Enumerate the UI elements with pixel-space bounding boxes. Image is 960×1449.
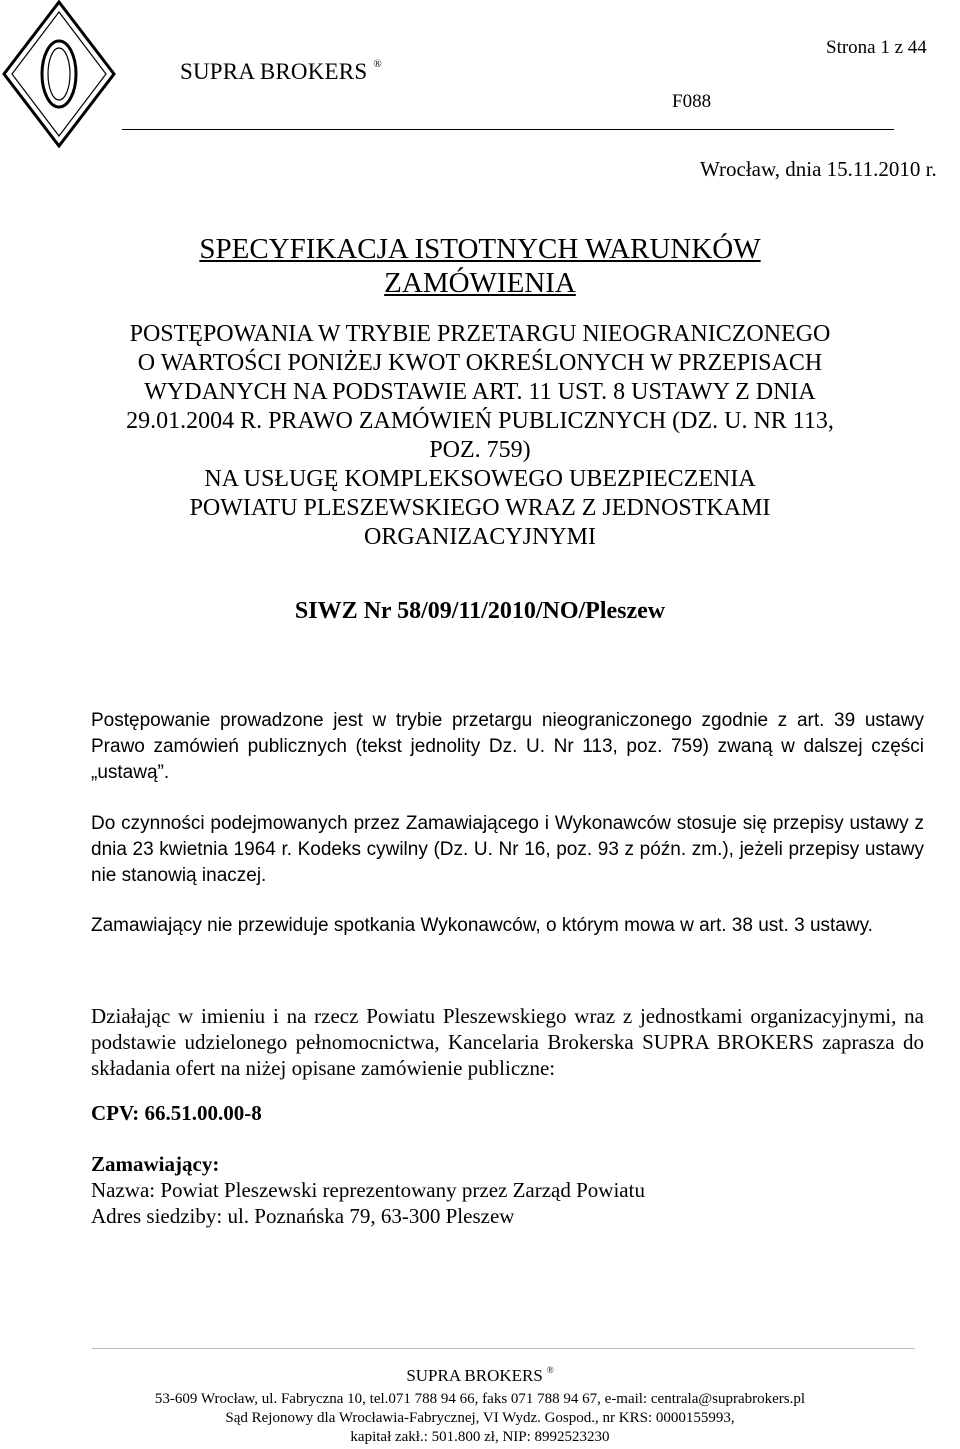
subtitle-line: O WARTOŚCI PONIŻEJ KWOT OKREŚLONYCH W PRZEPISACH: [137, 350, 823, 376]
title-line: SPECYFIKACJA ISTOTNYCH WARUNKÓW: [199, 233, 761, 265]
footer-brand-name: SUPRA BROKERS: [406, 1366, 543, 1385]
document-code: F088: [672, 91, 712, 112]
page-number: Strona 1 z 44: [826, 37, 927, 58]
contracting-authority-heading: Zamawiający:: [91, 1152, 220, 1176]
paragraph-procedure: Postępowanie prowadzone jest w trybie przetargu nieograniczonego zgodnie z art. 39 ustawy Prawo zamówień publicznych (tekst jednolity Dz. U. Nr 113, poz. 759) zwaną w dalszej części „ustawą”.: [91, 710, 924, 783]
footer-registry: Sąd Rejonowy dla Wrocławia-Fabrycznej, VI Wydz. Gospod., nr KRS: 0000155993,: [225, 1410, 735, 1426]
paragraph-meeting: Zamawiający nie przewiduje spotkania Wykonawców, o którym mowa w art. 38 ust. 3 ustawy.: [91, 915, 873, 936]
title-line: ZAMÓWIENIA: [384, 267, 576, 299]
contracting-authority-name: Nazwa: Powiat Pleszewski reprezentowany przez Zarząd Powiatu: [91, 1178, 645, 1202]
subtitle-line: NA USŁUGĘ KOMPLEKSOWEGO UBEZPIECZENIA: [204, 466, 756, 492]
footer-capital: kapitał zakł.: 501.800 zł, NIP: 8992523230: [350, 1429, 610, 1445]
subtitle-line: POSTĘPOWANIA W TRYBIE PRZETARGU NIEOGRANICZONEGO: [129, 321, 831, 347]
subtitle-line: POWIATU PLESZEWSKIEGO WRAZ Z JEDNOSTKAMI: [189, 495, 771, 521]
footer-divider: [92, 1348, 915, 1349]
company-logo: [0, 0, 118, 148]
document-subtitle: [0, 320, 960, 552]
subtitle-line: POZ. 759): [429, 437, 531, 463]
subtitle-line: 29.01.2004 R. PRAWO ZAMÓWIEŃ PUBLICZNYCH (DZ. U. NR 113,: [126, 408, 834, 434]
footer-address: 53-609 Wrocław, ul. Fabryczna 10, tel.071 788 94 66, faks 071 788 94 67, e-mail: centrala@suprabrokers.pl: [154, 1391, 806, 1407]
footer-registered-mark: ®: [546, 1365, 554, 1375]
cpv-code: CPV: 66.51.00.00-8: [91, 1101, 262, 1125]
contracting-authority-address: Adres siedziby: ul. Poznańska 79, 63-300 Pleszew: [91, 1204, 515, 1228]
footer-brand: [0, 1366, 960, 1386]
header-divider: [122, 129, 894, 130]
document-date: Wrocław, dnia 15.11.2010 r.: [700, 157, 937, 181]
header-brand: [180, 59, 382, 85]
subtitle-line: WYDANYCH NA PODSTAWIE ART. 11 UST. 8 USTAWY Z DNIA: [144, 379, 816, 405]
registered-mark: ®: [373, 58, 382, 70]
subtitle-line: ORGANIZACYJNYMI: [364, 524, 596, 550]
document-title: [0, 232, 960, 300]
paragraph-invitation: Działając w imieniu i na rzecz Powiatu Pleszewskiego wraz z jednostkami organizacyjnymi, na podstawie udzielonego pełnomocnictwa, Kancelaria Brokerska SUPRA BROKERS zaprasza do składania ofert na niżej opisane zamówienie publiczne:: [91, 1004, 924, 1080]
paragraph-civil-code: Do czynności podejmowanych przez Zamawiającego i Wykonawców stosuje się przepisy ustawy z dnia 23 kwietnia 1964 r. Kodeks cywilny (Dz. U. Nr 16, poz. 93 z późn. zm.), jeżeli przepisy ustawy nie stanowią inaczej.: [91, 813, 924, 886]
siwz-number: SIWZ Nr 58/09/11/2010/NO/Pleszew: [294, 598, 666, 624]
brand-name: SUPRA BROKERS: [180, 59, 368, 84]
